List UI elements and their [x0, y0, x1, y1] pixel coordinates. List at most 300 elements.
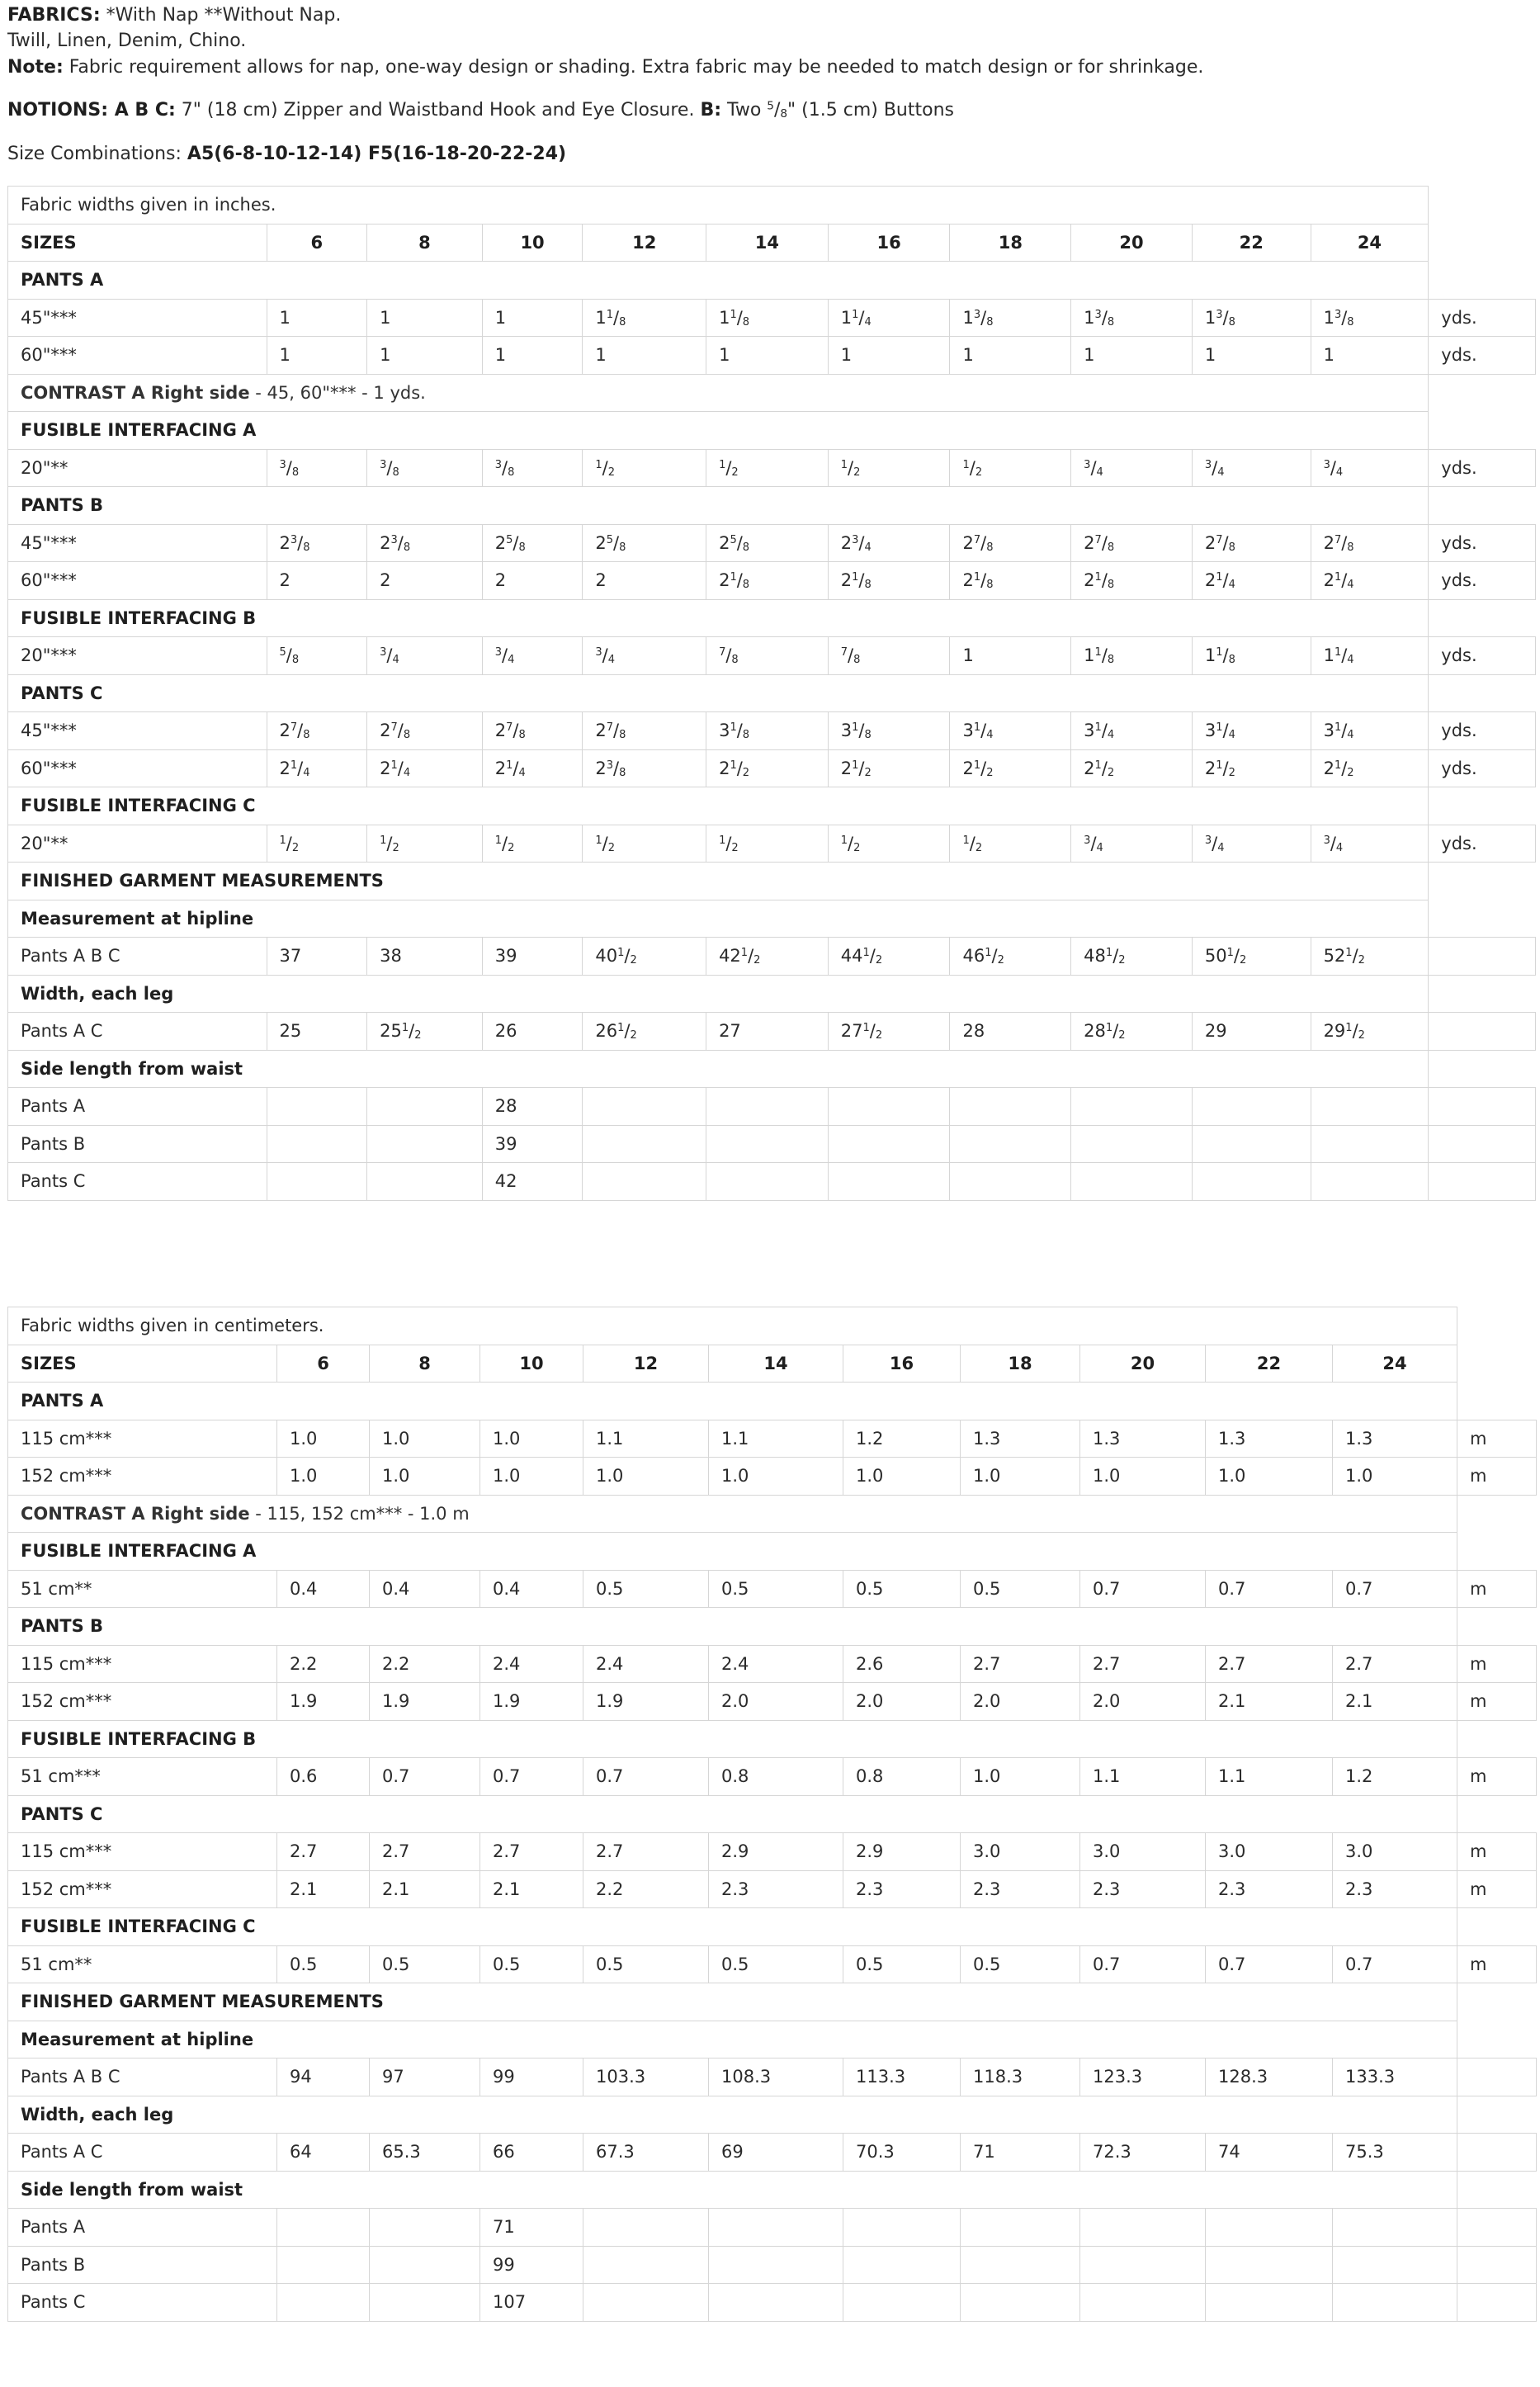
size-header-6: 6 [277, 1345, 370, 1383]
table-cell: $2^5/_8$ [706, 524, 829, 562]
table-cell [706, 1088, 829, 1126]
table-cell: $^1/_2$ [583, 449, 706, 487]
size-header-14: 14 [706, 224, 829, 262]
table-cell [828, 1163, 950, 1201]
table-cell: 1.3 [1080, 1420, 1206, 1458]
row-label: 60"*** [8, 562, 267, 600]
table-cell: 133.3 [1333, 2058, 1457, 2096]
table-cell [1192, 1163, 1311, 1201]
table-cell: 1.3 [1333, 1420, 1457, 1458]
table-cell: 1.0 [1206, 1458, 1333, 1496]
unit-cell: yds. [1429, 524, 1536, 562]
section-row [8, 1908, 1537, 1946]
table-cell: 1.0 [1080, 1458, 1206, 1496]
table-cell: 108.3 [709, 2058, 843, 2096]
table-cell: 64 [277, 2134, 370, 2172]
section-heading: PANTS B [8, 1608, 1457, 1646]
table-cell: $28^1/_2$ [1071, 1013, 1193, 1051]
section-heading: FUSIBLE INTERFACING C [8, 787, 1429, 825]
row-label: Pants C [8, 1163, 267, 1201]
note-line [7, 55, 1203, 80]
section-heading: FUSIBLE INTERFACING A [8, 1533, 1457, 1571]
table-cell [706, 1163, 829, 1201]
table-cell: $2^7/_8$ [367, 712, 483, 750]
table-cell: 2.9 [709, 1833, 843, 1871]
table-cell [583, 2246, 709, 2284]
unit-spacer [1429, 863, 1536, 900]
table-cell [583, 1163, 706, 1201]
table-cell: $2^1/_4$ [1311, 562, 1429, 600]
table-row [8, 712, 1536, 750]
unit-spacer [1457, 1345, 1537, 1383]
section-row [8, 863, 1536, 900]
table-cell: 0.7 [1333, 1945, 1457, 1983]
unit-cell: m [1457, 1570, 1537, 1608]
table-cell: $26^1/_2$ [583, 1013, 706, 1051]
table-cell: $^3/_4$ [482, 637, 583, 675]
unit-cell: m [1457, 1683, 1537, 1721]
table-row [8, 1870, 1537, 1908]
size-header-12: 12 [583, 1345, 709, 1383]
table-cell: $^3/_8$ [482, 449, 583, 487]
table-cell: 0.5 [843, 1945, 961, 1983]
table-cell: 1 [828, 337, 950, 375]
sizes-label: SIZES [8, 224, 267, 262]
table-cell: 1 [1311, 337, 1429, 375]
table-cell [709, 2209, 843, 2247]
table-cell: $^3/_4$ [1311, 449, 1429, 487]
table-cell: 1.9 [370, 1683, 480, 1721]
unit-cell [1429, 938, 1536, 976]
row-label: Pants A C [8, 1013, 267, 1051]
table-cell [583, 1125, 706, 1163]
section-row [8, 1050, 1536, 1088]
unit-spacer [1429, 412, 1536, 450]
unit-cell: yds. [1429, 749, 1536, 787]
table-cell [583, 2209, 709, 2247]
unit-spacer [1429, 787, 1536, 825]
table-cell: $1^1/_8$ [1071, 637, 1193, 675]
row-label: 152 cm*** [8, 1870, 277, 1908]
table-cell: 1.1 [1080, 1758, 1206, 1796]
table-cell: 1 [367, 299, 483, 337]
table-cell: 0.6 [277, 1758, 370, 1796]
table-cell [1206, 2246, 1333, 2284]
row-label: 51 cm*** [8, 1758, 277, 1796]
table-cell: $2^1/_8$ [828, 562, 950, 600]
contrast-note [8, 1495, 1457, 1533]
table-cell: $2^3/_8$ [367, 524, 483, 562]
table-cell: 0.5 [583, 1945, 709, 1983]
unit-cell: yds. [1429, 712, 1536, 750]
table-cell [1333, 2246, 1457, 2284]
table-cell: 0.5 [370, 1945, 480, 1983]
unit-spacer [1457, 1608, 1537, 1646]
table-cell: $2^3/_4$ [828, 524, 950, 562]
table-cell: 2.3 [1333, 1870, 1457, 1908]
table-cell: 1.9 [277, 1683, 370, 1721]
size-header-6: 6 [267, 224, 367, 262]
section-heading: FUSIBLE INTERFACING C [8, 1908, 1457, 1946]
size-combinations-label: Size Combinations: [7, 144, 187, 164]
centimeters-size-chart [7, 1307, 1537, 2322]
table-row [8, 1570, 1537, 1608]
table-row [8, 2209, 1537, 2247]
unit-spacer [1429, 187, 1536, 225]
table-cell: $3^1/_4$ [1071, 712, 1193, 750]
table-cell [1071, 1125, 1193, 1163]
table-row [8, 1420, 1537, 1458]
unit-cell: yds. [1429, 299, 1536, 337]
size-header-14: 14 [709, 1345, 843, 1383]
table-cell: 107 [480, 2284, 583, 2322]
table-cell [843, 2284, 961, 2322]
table-cell: 118.3 [961, 2058, 1080, 2096]
table-cell: $^7/_8$ [706, 637, 829, 675]
table-cell: 2.0 [709, 1683, 843, 1721]
section-heading: PANTS A [8, 262, 1429, 300]
row-label: Pants A B C [8, 938, 267, 976]
table-cell [828, 1125, 950, 1163]
unit-spacer [1457, 2171, 1537, 2209]
table-cell: 0.7 [583, 1758, 709, 1796]
table-cell: $2^1/_8$ [706, 562, 829, 600]
table-cell: $2^3/_8$ [583, 749, 706, 787]
table-row [8, 1013, 1536, 1051]
table-cell: 1.0 [277, 1420, 370, 1458]
unit-spacer [1457, 1795, 1537, 1833]
table-cell: 0.8 [709, 1758, 843, 1796]
section-row [8, 1795, 1537, 1833]
table-cell: 0.4 [480, 1570, 583, 1608]
table-cell: 2.6 [843, 1645, 961, 1683]
table-cell: 1 [482, 337, 583, 375]
table-cell [267, 1163, 367, 1201]
table-cell: $1^1/_4$ [1311, 637, 1429, 675]
section-row [8, 1383, 1537, 1420]
table-row [8, 2134, 1537, 2172]
notions-text-b-post: " (1.5 cm) Buttons [787, 100, 954, 121]
unit-spacer [1457, 1307, 1537, 1345]
table-cell: $1^3/_8$ [1071, 299, 1193, 337]
section-heading: PANTS B [8, 487, 1429, 525]
table-cell [583, 2284, 709, 2322]
table-cell [267, 1125, 367, 1163]
table-cell: $2^5/_8$ [583, 524, 706, 562]
table-cell: 26 [482, 1013, 583, 1051]
section-row [8, 2021, 1537, 2058]
table-cell: 1.0 [961, 1758, 1080, 1796]
unit-cell: yds. [1429, 825, 1536, 863]
table-cell: 38 [367, 938, 483, 976]
row-label: 45"*** [8, 524, 267, 562]
contrast-note [8, 374, 1429, 412]
table-cell: 3.0 [961, 1833, 1080, 1871]
table-cell: 123.3 [1080, 2058, 1206, 2096]
fabric-list: Twill, Linen, Denim, Chino. [7, 31, 247, 51]
table-cell: $^3/_4$ [1071, 449, 1193, 487]
contrast-label: CONTRAST A Right side [21, 1503, 250, 1524]
table-cell: $2^7/_8$ [1192, 524, 1311, 562]
section-heading: Measurement at hipline [8, 2021, 1457, 2058]
table-cell: 0.5 [277, 1945, 370, 1983]
table-cell: 2 [583, 562, 706, 600]
table-cell: $2^3/_8$ [267, 524, 367, 562]
section-row [8, 2171, 1537, 2209]
table-cell: 1.0 [1333, 1458, 1457, 1496]
table-cell: $1^1/_4$ [828, 299, 950, 337]
table-caption: Fabric widths given in centimeters. [8, 1307, 1457, 1345]
table-cell: 0.5 [961, 1945, 1080, 1983]
table-cell: $^3/_4$ [1311, 825, 1429, 863]
table-cell: 0.5 [709, 1570, 843, 1608]
table-cell: $2^1/_8$ [1071, 562, 1193, 600]
table-cell: $2^1/_4$ [267, 749, 367, 787]
table-cell: 1 [482, 299, 583, 337]
size-combinations-line [7, 142, 566, 167]
table-cell [709, 2284, 843, 2322]
table-cell: 37 [267, 938, 367, 976]
table-cell: 1.9 [583, 1683, 709, 1721]
table-row [8, 524, 1536, 562]
table-cell: $1^1/_8$ [583, 299, 706, 337]
table-cell: $1^3/_8$ [950, 299, 1071, 337]
table-cell [709, 2246, 843, 2284]
table-cell [277, 2209, 370, 2247]
contrast-label: CONTRAST A Right side [21, 382, 250, 403]
table-cell: $2^7/_8$ [1071, 524, 1193, 562]
table-cell: 69 [709, 2134, 843, 2172]
table-cell: 0.5 [583, 1570, 709, 1608]
row-label: 20"** [8, 825, 267, 863]
unit-cell [1457, 2134, 1537, 2172]
table-cell: $2^1/_4$ [367, 749, 483, 787]
row-label: 152 cm*** [8, 1683, 277, 1721]
table-row [8, 1088, 1536, 1126]
caption-row [8, 187, 1536, 225]
table-cell: $2^1/_4$ [482, 749, 583, 787]
table-cell: $2^1/_8$ [950, 562, 1071, 600]
table-cell: 1.2 [843, 1420, 961, 1458]
table-cell [950, 1088, 1071, 1126]
table-row [8, 449, 1536, 487]
table-cell: $50^1/_2$ [1192, 938, 1311, 976]
table-cell [367, 1088, 483, 1126]
table-cell [277, 2246, 370, 2284]
table-cell: 2.4 [709, 1645, 843, 1683]
table-cell: 128.3 [1206, 2058, 1333, 2096]
unit-cell: yds. [1429, 562, 1536, 600]
table-cell [1311, 1088, 1429, 1126]
unit-cell [1457, 2058, 1537, 2096]
table-cell: $^1/_2$ [950, 449, 1071, 487]
table-cell: 1.0 [843, 1458, 961, 1496]
row-label: 115 cm*** [8, 1420, 277, 1458]
size-header-22: 22 [1206, 1345, 1333, 1383]
table-cell: 70.3 [843, 2134, 961, 2172]
section-heading: Width, each leg [8, 975, 1429, 1013]
table-cell [950, 1125, 1071, 1163]
table-cell: 2.7 [277, 1833, 370, 1871]
table-caption: Fabric widths given in inches. [8, 187, 1429, 225]
table-cell: $^1/_2$ [367, 825, 483, 863]
table-cell: $1^1/_8$ [706, 299, 829, 337]
table-row [8, 1163, 1536, 1201]
fabrics-line [7, 3, 341, 28]
table-cell: $2^1/_2$ [706, 749, 829, 787]
size-header-8: 8 [367, 224, 483, 262]
row-label: 51 cm** [8, 1945, 277, 1983]
table-row [8, 1458, 1537, 1496]
unit-cell: m [1457, 1645, 1537, 1683]
unit-cell: m [1457, 1833, 1537, 1871]
unit-spacer [1429, 900, 1536, 938]
table-cell: 1 [950, 637, 1071, 675]
notions-text-a: 7" (18 cm) Zipper and Waistband Hook and Eye Closure. [175, 100, 701, 121]
unit-cell [1457, 2209, 1537, 2247]
table-row [8, 749, 1536, 787]
row-label: Pants B [8, 1125, 267, 1163]
section-row [8, 975, 1536, 1013]
unit-cell: yds. [1429, 637, 1536, 675]
size-header-16: 16 [828, 224, 950, 262]
table-cell: $25^1/_2$ [367, 1013, 483, 1051]
unit-spacer [1429, 262, 1536, 300]
table-cell: 3.0 [1206, 1833, 1333, 1871]
table-cell: 0.4 [370, 1570, 480, 1608]
table-cell: 2.1 [1206, 1683, 1333, 1721]
section-heading: PANTS C [8, 674, 1429, 712]
table-row [8, 1645, 1537, 1683]
section-row [8, 2096, 1537, 2134]
section-heading: FUSIBLE INTERFACING B [8, 1720, 1457, 1758]
row-label: 20"*** [8, 637, 267, 675]
table-cell: $3^1/_4$ [950, 712, 1071, 750]
table-cell: $2^1/_2$ [950, 749, 1071, 787]
section-heading: Side length from waist [8, 2171, 1457, 2209]
table-cell: 2 [482, 562, 583, 600]
table-cell: 1.2 [1333, 1758, 1457, 1796]
table-cell: 1.0 [370, 1458, 480, 1496]
table-cell: 1.1 [583, 1420, 709, 1458]
section-row [8, 487, 1536, 525]
table-cell: 1.1 [1206, 1758, 1333, 1796]
table-cell: 1 [1192, 337, 1311, 375]
table-cell: 2.4 [480, 1645, 583, 1683]
table-cell: 2.2 [277, 1645, 370, 1683]
table-cell: 28 [950, 1013, 1071, 1051]
contrast-note-row [8, 1495, 1537, 1533]
table-cell [277, 2284, 370, 2322]
table-cell: 1 [267, 337, 367, 375]
table-cell: $^1/_2$ [706, 449, 829, 487]
table-cell: $46^1/_2$ [950, 938, 1071, 976]
table-cell: $^1/_2$ [828, 449, 950, 487]
table-cell: 1 [267, 299, 367, 337]
section-heading: FINISHED GARMENT MEASUREMENTS [8, 1983, 1457, 2021]
unit-spacer [1429, 674, 1536, 712]
row-label: Pants A C [8, 2134, 277, 2172]
section-row [8, 599, 1536, 637]
table-cell: 29 [1192, 1013, 1311, 1051]
unit-cell: m [1457, 1758, 1537, 1796]
size-header-20: 20 [1071, 224, 1193, 262]
section-heading: PANTS A [8, 1383, 1457, 1420]
table-cell: $2^7/_8$ [950, 524, 1071, 562]
table-cell: $2^7/_8$ [1311, 524, 1429, 562]
row-label: 60"*** [8, 337, 267, 375]
table-cell [583, 1088, 706, 1126]
section-row [8, 1983, 1537, 2021]
table-cell: $2^7/_8$ [482, 712, 583, 750]
table-cell: 1 [950, 337, 1071, 375]
row-label: 45"*** [8, 299, 267, 337]
table-row [8, 938, 1536, 976]
table-cell: 2.3 [709, 1870, 843, 1908]
section-row [8, 674, 1536, 712]
table-cell: 1.0 [961, 1458, 1080, 1496]
row-label: Pants B [8, 2246, 277, 2284]
table-cell: 65.3 [370, 2134, 480, 2172]
unit-cell: m [1457, 1420, 1537, 1458]
table-row [8, 825, 1536, 863]
unit-spacer [1429, 975, 1536, 1013]
row-label: 60"*** [8, 749, 267, 787]
unit-cell: yds. [1429, 337, 1536, 375]
unit-spacer [1429, 224, 1536, 262]
note-text: Fabric requirement allows for nap, one-way design or shading. Extra fabric may be needed to match design or for shrinkage. [63, 57, 1204, 78]
table-cell [370, 2209, 480, 2247]
notions-line: NOTIONS: A B C: 7" (18 cm) Zipper and Waistband Hook and Eye Closure. B: Two $^5/_8$" (1.5 cm) Buttons [7, 99, 954, 121]
table-cell: $1^1/_8$ [1192, 637, 1311, 675]
fabrics-text: *With Nap **Without Nap. [100, 5, 342, 26]
table-cell [367, 1125, 483, 1163]
sizes-header-row [8, 224, 1536, 262]
unit-spacer [1429, 374, 1536, 412]
table-cell [1311, 1163, 1429, 1201]
fabrics-label: FABRICS: [7, 5, 101, 26]
table-cell: 2.1 [1333, 1683, 1457, 1721]
table-cell [1080, 2209, 1206, 2247]
unit-cell [1457, 2246, 1537, 2284]
table-row [8, 299, 1536, 337]
table-cell: $3^1/_4$ [1192, 712, 1311, 750]
table-cell: 94 [277, 2058, 370, 2096]
table-cell: 1 [583, 337, 706, 375]
table-cell: 25 [267, 1013, 367, 1051]
section-heading: Side length from waist [8, 1050, 1429, 1088]
size-header-10: 10 [480, 1345, 583, 1383]
size-header-16: 16 [843, 1345, 961, 1383]
section-row [8, 412, 1536, 450]
table-cell [1192, 1125, 1311, 1163]
table-cell: 0.7 [1206, 1945, 1333, 1983]
table-cell: 2.0 [961, 1683, 1080, 1721]
table-cell: $2^7/_8$ [583, 712, 706, 750]
unit-spacer [1457, 2021, 1537, 2058]
table-cell: 2.7 [583, 1833, 709, 1871]
table-cell: 97 [370, 2058, 480, 2096]
table-cell: $44^1/_2$ [828, 938, 950, 976]
table-cell: $48^1/_2$ [1071, 938, 1193, 976]
row-label: Pants A [8, 2209, 277, 2247]
row-label: 115 cm*** [8, 1645, 277, 1683]
table-cell: $40^1/_2$ [583, 938, 706, 976]
table-cell: 1 [706, 337, 829, 375]
table-cell: 2.7 [1080, 1645, 1206, 1683]
table-cell: 71 [480, 2209, 583, 2247]
table-cell: $^3/_4$ [367, 637, 483, 675]
